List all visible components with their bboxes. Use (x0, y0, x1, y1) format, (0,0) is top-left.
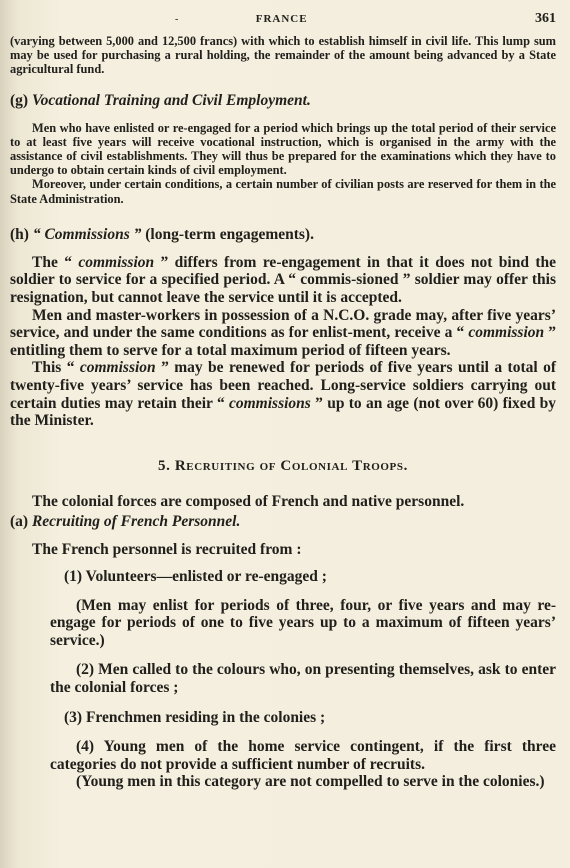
list-item-2: (2) Men called to the colours who, on presenting themselves, ask to enter the colonial forces ; (50, 661, 556, 696)
section-5-intro: The colonial forces are composed of French and native personnel. (32, 492, 465, 510)
running-title: FRANCE (255, 13, 308, 25)
page-header (10, 4, 556, 34)
section-5a-label: (a) (10, 513, 29, 531)
section-h-paragraph-1 (10, 254, 556, 307)
section-g-paragraph-2: Moreover, under certain conditions, a certain number of civilian posts are reserved for them in the State Administration. (10, 177, 556, 206)
section-g-label: (g) (10, 91, 29, 109)
section-h-title-rest: (long-term engagements). (141, 225, 314, 243)
list-item-4-note: (Young men in this category are not compelled to serve in the colonies.) (76, 773, 545, 791)
section-5a-lead: The French personnel is recruited from : (32, 541, 302, 559)
emphasis: commissions (229, 394, 311, 412)
list-item-1-note: (Men may enlist for periods of three, four, or five years and may re-engage for periods of one to five years up to a maximum of fifteen years’ service.) (50, 596, 556, 649)
emphasis: commission (468, 324, 545, 342)
section-5a-heading (10, 513, 556, 531)
text-run: ” entitling them to serve for a total maximum period of fifteen years. (10, 324, 557, 359)
text-run: The “ (32, 253, 79, 271)
text-run: ” may be renewed for periods of five years until a total of twenty-five years’ service has been reached. Long-service soldiers carrying out certain duties may retain their “ (10, 359, 556, 412)
header-dot: - (175, 14, 179, 25)
list-item-4: (4) Young men of the home service contingent, if the first three categories do not provide a sufficient number of recruits. (50, 738, 556, 773)
section-h-title-italic: “ Commissions ” (32, 225, 142, 243)
section-h-paragraph-3 (10, 359, 556, 429)
page-number: 361 (535, 11, 556, 26)
emphasis: commission (79, 359, 156, 377)
section-5-title: 5. Recruiting of Colonial Troops. (158, 457, 408, 474)
text-run: ” differs from re-engagement in that it does not bind the soldier to service for a specified period. A “ commis-sioned ” soldier may offer this resignation, but cannot leave the service until it is accepted. (10, 253, 557, 307)
text-run: ” up to an age (not over 60) fixed by the Minister. (10, 394, 556, 430)
text-run: This “ (32, 359, 80, 377)
section-h-heading (10, 226, 556, 244)
section-5a-title: Recruiting of French Personnel. (31, 513, 241, 531)
section-g-title: Vocational Training and Civil Employment. (31, 91, 311, 109)
emphasis: commission (78, 253, 155, 271)
text-run: Men and master-workers in possession of a N.C.O. grade may, after five years’ service, and under the same conditions as for enlist-ment, receive a “ (10, 306, 556, 342)
section-h-paragraph-2 (10, 307, 556, 360)
intro-paragraph: (varying between 5,000 and 12,500 francs) with which to establish himself in civil life. This lump sum may be used for purchasing a rural holding, the remainder of the amount being advanced by a State agricultural fund. (10, 34, 556, 77)
section-h-label: (h) (10, 225, 29, 243)
list-item-1: (1) Volunteers—enlisted or re-engaged ; (64, 567, 327, 585)
section-g-paragraph-1: Men who have enlisted or re-engaged for a period which brings up the total period of their service to at least five years will receive vocational instruction, which is organised in the army with the assistance of civil establishments. They will thus be prepared for the examinations which they have to undergo to obtain certain kinds of civil employment. (10, 120, 556, 178)
list-item-3: (3) Frenchmen residing in the colonies ; (64, 708, 326, 726)
section-g-heading (10, 92, 556, 110)
